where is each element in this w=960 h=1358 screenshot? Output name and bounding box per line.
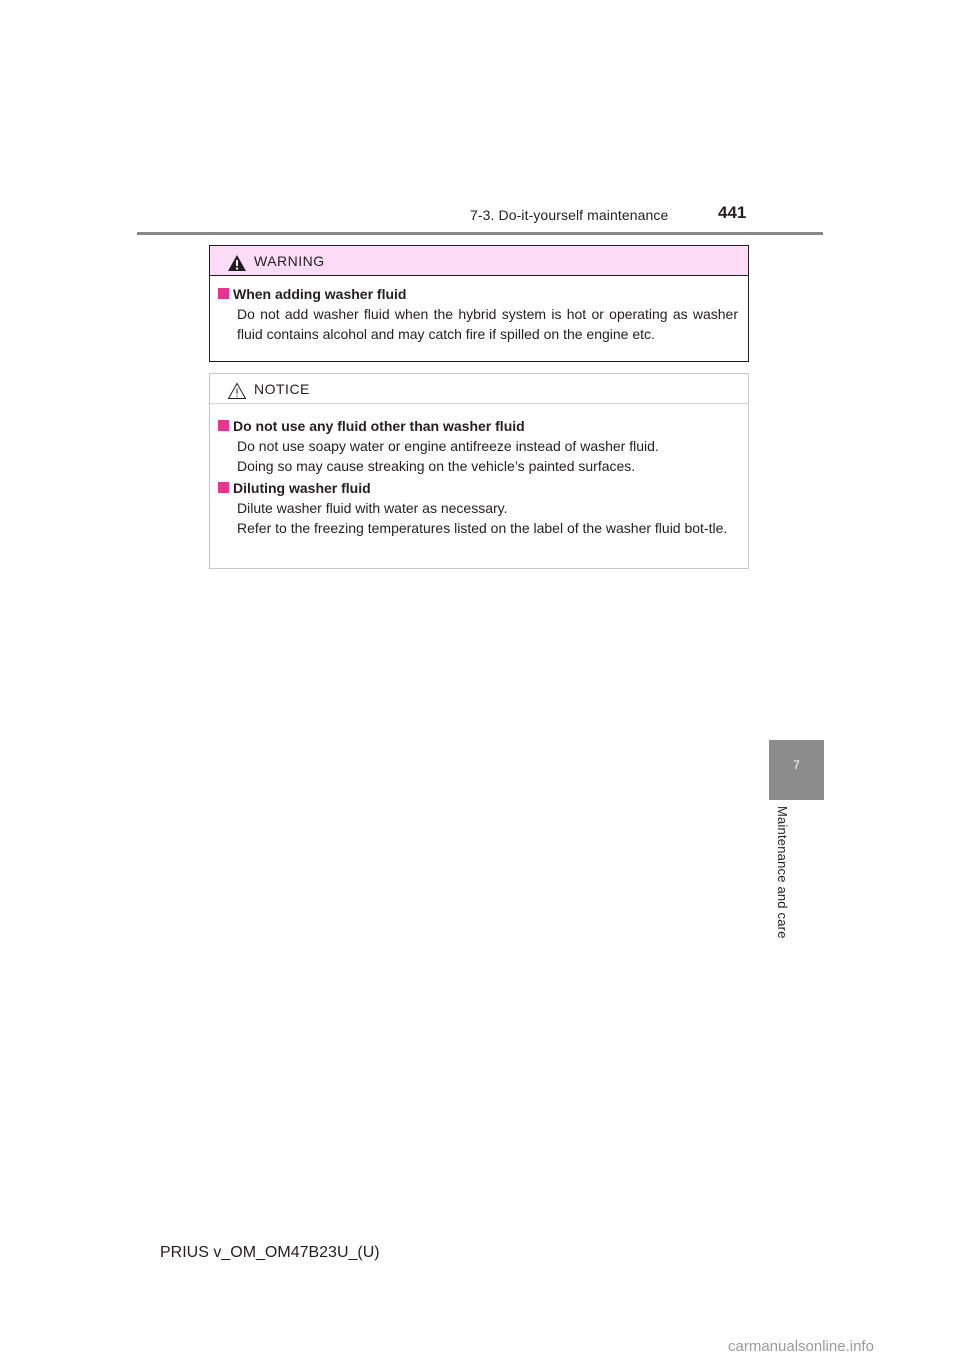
notice-item-line: Refer to the freezing temperatures listed on the label of the washer fluid bot-tle. — [237, 520, 728, 536]
warning-item-title-text: When adding washer fluid — [233, 286, 407, 302]
notice-item-line: Do not use soapy water or engine antifreeze instead of washer fluid. — [237, 438, 659, 454]
warning-header — [210, 246, 748, 276]
chapter-number: 7 — [793, 758, 800, 772]
watermark: carmanualsonline.info — [728, 1338, 874, 1355]
notice-item-line: Doing so may cause streaking on the vehicle’s painted surfaces. — [237, 458, 636, 474]
notice-item — [218, 416, 738, 476]
square-bullet-icon — [218, 420, 229, 431]
square-bullet-icon — [218, 482, 229, 493]
notice-item-title — [218, 416, 738, 436]
chapter-tab — [769, 740, 824, 800]
notice-item-line: Dilute washer fluid with water as necessary. — [237, 500, 508, 516]
warning-box — [209, 245, 749, 362]
square-bullet-icon — [218, 288, 229, 299]
header-divider — [137, 232, 823, 235]
chapter-label: Maintenance and care — [775, 806, 790, 939]
notice-triangle-icon — [227, 382, 247, 400]
notice-label: NOTICE — [254, 381, 310, 397]
section-title: 7-3. Do-it-yourself maintenance — [470, 207, 669, 223]
warning-item-title — [218, 284, 738, 304]
warning-item-text: Do not add washer fluid when the hybrid system is hot or operating as washer fluid contains alcohol and may catch fire if spilled on the engine etc. — [237, 306, 738, 342]
document-code: PRIUS v_OM_OM47B23U_(U) — [160, 1244, 380, 1261]
notice-item-title-text: Diluting washer fluid — [233, 480, 371, 496]
notice-item-title-text: Do not use any fluid other than washer fluid — [233, 418, 525, 434]
warning-item — [218, 284, 738, 344]
page-number: 441 — [718, 203, 747, 222]
warning-label: WARNING — [254, 253, 325, 269]
notice-item — [218, 478, 738, 538]
notice-item-title — [218, 478, 738, 498]
notice-box — [209, 373, 749, 569]
warning-triangle-icon — [227, 254, 247, 272]
notice-header — [210, 374, 748, 404]
